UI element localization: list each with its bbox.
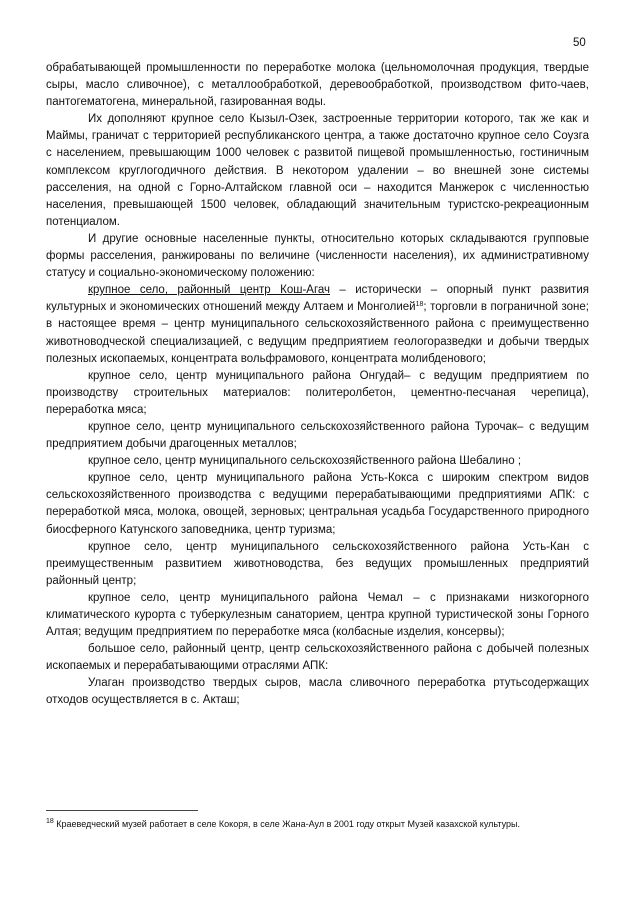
paragraph: крупное село, центр муниципального сельскохозяйственного района Усть-Кан с преимущественным развитием животноводства, без ведущих промышленных предприятий районный центр; [46,540,589,587]
footnote-divider [46,810,198,811]
paragraph: И другие основные населенные пункты, относительно которых складываются групповые формы расселения, ранжированы по величине (численности населения), их административному статусу и социально-экономическому положению: [46,232,589,280]
paragraph: крупное село, центр муниципального сельскохозяйственного района Турочак– с ведущим предприятием добычи драгоценных металлов; [46,420,589,451]
footnote-mark: 18 [46,818,54,825]
paragraph: крупное село, центр муниципального района Усть-Кокса с широким спектром видов сельскохозяйственного производства с ведущими перерабатывающими предприятиями АПК: с переработкой мяса, молока, овощей, зерновых; центральная усадьба Государственного природного биосферного Катунского заповедника, центр туризма; [46,472,589,536]
paragraph: крупное село, центр муниципального района Онгудай– с ведущим предприятием по производству строительных материалов: политеролбетон, цементно-песчаная черепица), переработка мяса; [46,369,589,416]
footnote-text: Краеведческий музей работает в селе Кокоря, в селе Жана-Аул в 2001 году открыт Музей казахской культуры. [53,819,520,829]
paragraph: Улаган производство твердых сыров, масла сливочного переработка ртутьсодержащих отходов осуществляется в с. Акташ; [46,677,589,707]
paragraph: крупное село, центр муниципального сельскохозяйственного района Шебалино ; [88,455,522,468]
footnote-reference[interactable]: 18 [415,301,424,309]
paragraph-text: ; торговли в пограничной зоне; в настоящее время – центр муниципального сельскохозяйственного района с преимущественно животноводческой специализацией, с ведущим предприятием геологоразведки и добычи твердых полезных ископаемых, концентрата вольфрамового, концентрата молибденового; [46,301,590,365]
paragraph-kosh-agach [46,282,589,367]
paragraph: Их дополняют крупное село Кызыл-Озек, застроенные территории которого, так же как и Маймы, граничат с территорией республиканского центра, а также достаточно крупное село Соузга с населением, превышающим 1000 человек с развитой пищевой промышленностью, гостиничным комплексом круглогодичного действия. В некотором удалении – во внешней зоне системы расселения, на одной с Горно-Алтайском главной оси – находится Манжерок с численностью населения, превышающей 1500 человек, обладающий значительным туристско-рекреационным потенциалом. [46,113,589,228]
footnote [46,818,589,831]
paragraph: крупное село, центр муниципального района Чемал – с признаками низкогорного климатического курорта с туберкулезным санаторием, центра крупной туристической зоны Горного Алтая; ведущим предприятием по переработке мяса (колбасные изделия, консервы); [46,591,589,639]
page-number: 50 [573,37,586,49]
underlined-heading: крупное село, районный центр Кош-Агач [88,284,331,297]
paragraph-text: – исторически – опорный пункт развития культурных и экономических отношений между Алтаем и Монголией [46,284,589,314]
paragraph: обрабатывающей промышленности по переработке молока (цельномолочная продукция, твердые сыры, масло сливочное), с металлообработкой, деревообработкой, производством фито-чаев, пантогематогена, минеральной, газированная воды. [46,62,589,109]
paragraph: большое село, районный центр, центр сельскохозяйственного района с добычей полезных ископаемых и перерабатывающими отраслями АПК: [46,643,589,673]
body-text [46,60,589,710]
